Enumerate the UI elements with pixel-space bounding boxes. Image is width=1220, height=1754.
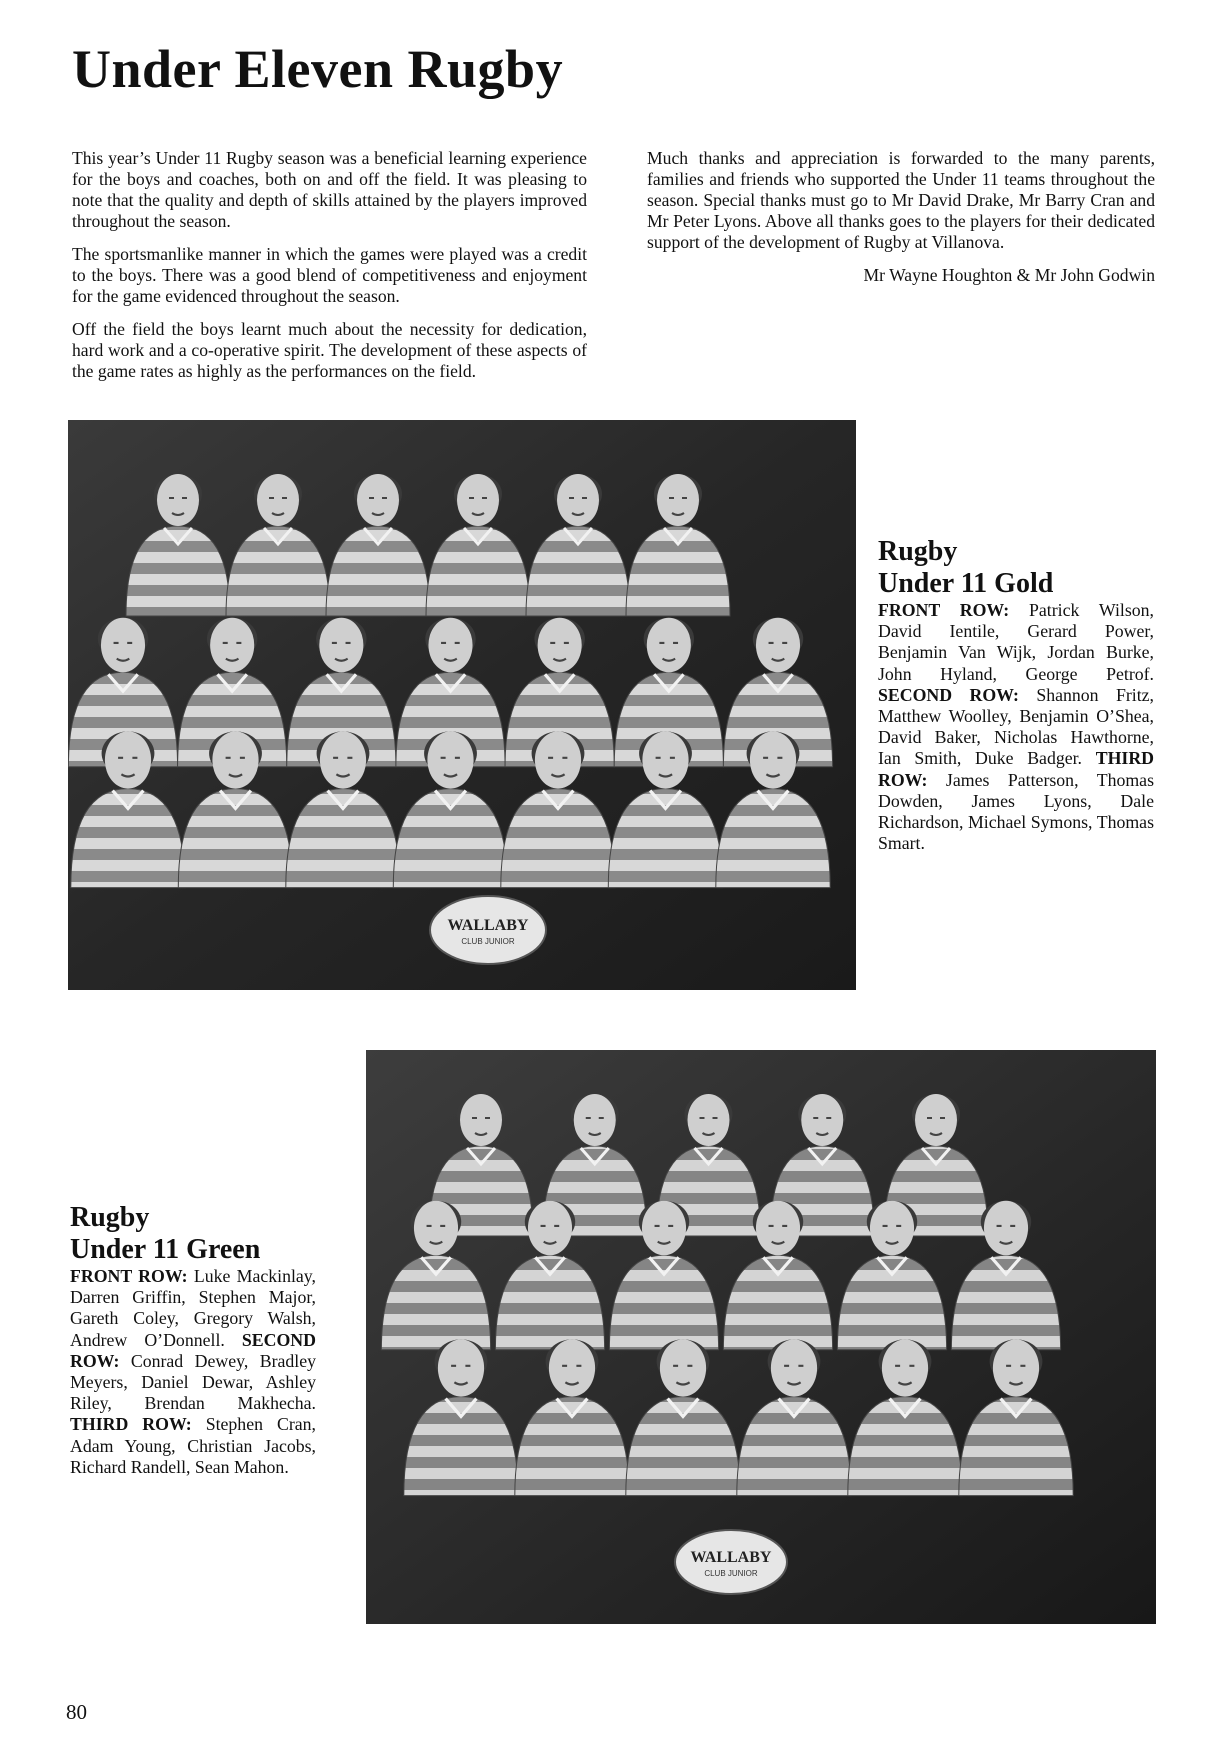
ball-text: WALLABY: [447, 917, 529, 934]
page-title: Under Eleven Rugby: [72, 39, 564, 99]
article-signature: Mr Wayne Houghton & Mr John Godwin: [863, 265, 1155, 285]
green-caption-heading: Rugby: [70, 1202, 150, 1233]
row-label: FRONT ROW:: [70, 1266, 188, 1286]
gold-team-photo-image: [68, 420, 856, 990]
row-label: SECOND ROW:: [878, 684, 1019, 705]
row-label: THIRD ROW:: [878, 748, 1154, 790]
gold-caption-names: [878, 600, 1154, 854]
row-names: Luke Mackinlay, Darren Griffin, Stephen Major, Gareth Coley, Gregory Walsh, Andrew O’Donnell.: [70, 1266, 316, 1350]
article-paragraph: Much thanks and appreciation is forwarded to the many parents, families and friends who supported the Under 11 teams throughout the season. Special thanks must go to Mr David Drake, Mr Barry Cran and Mr Peter Lyons. Above all thanks goes to the players for their dedicated support of the development of Rugby at Villanova.: [647, 148, 1155, 252]
green-caption-subheading: Under 11 Green: [70, 1234, 261, 1265]
green-team-photo: [366, 1050, 1156, 1624]
gold-caption-subheading: Under 11 Gold: [878, 568, 1054, 599]
row-names: Shannon Fritz, Matthew Woolley, Benjamin O’Shea, David Baker, Nicholas Hawthorne, Ian Smith, Duke Badger.: [878, 684, 1154, 769]
gold-caption: [878, 536, 1154, 854]
row-names: Conrad Dewey, Bradley Meyers, Daniel Dewar, Ashley Riley, Brendan Makhecha.: [70, 1350, 316, 1414]
row-names: Stephen Cran, Adam Young, Christian Jacobs, Richard Randell, Sean Mahon.: [70, 1414, 316, 1477]
row-names: Patrick Wilson, David Ientile, Gerard Power, Benjamin Van Wijk, Jordan Burke, John Hyland, George Petrof.: [878, 600, 1154, 684]
row-label: SECOND ROW:: [70, 1329, 316, 1371]
green-team-photo-image: [366, 1050, 1156, 1624]
ball-subtext: CLUB JUNIOR: [461, 937, 515, 946]
page-number: 80: [66, 1700, 87, 1724]
article-paragraph: Off the field the boys learnt much about the necessity for dedication, hard work and a co-operative spirit. The development of these aspects of the game rates as highly as the performances on the field.: [72, 319, 587, 381]
green-caption: [70, 1202, 316, 1478]
row-names: James Patterson, Thomas Dowden, James Lyons, Dale Richardson, Michael Symons, Thomas Smart.: [878, 769, 1154, 854]
gold-team-photo: [68, 420, 856, 990]
ball-text: WALLABY: [690, 1549, 772, 1566]
article-right-column: [647, 148, 1155, 286]
article-paragraph: This year’s Under 11 Rugby season was a beneficial learning experience for the boys and coaches, both on and off the field. It was pleasing to note that the quality and depth of skills attained by the players improved throughout the season.: [72, 148, 587, 231]
gold-caption-heading: Rugby: [878, 536, 958, 567]
row-label: THIRD ROW:: [70, 1414, 192, 1435]
rugby-ball: [430, 896, 546, 964]
row-label: FRONT ROW:: [878, 600, 1010, 620]
ball-subtext: CLUB JUNIOR: [704, 1569, 758, 1578]
green-caption-names: [70, 1266, 316, 1478]
rugby-ball: [675, 1530, 787, 1594]
article-left-column: [72, 148, 587, 394]
article-paragraph: The sportsmanlike manner in which the games were played was a credit to the boys. There was a good blend of competitiveness and enjoyment for the game evidenced throughout the season.: [72, 244, 587, 306]
